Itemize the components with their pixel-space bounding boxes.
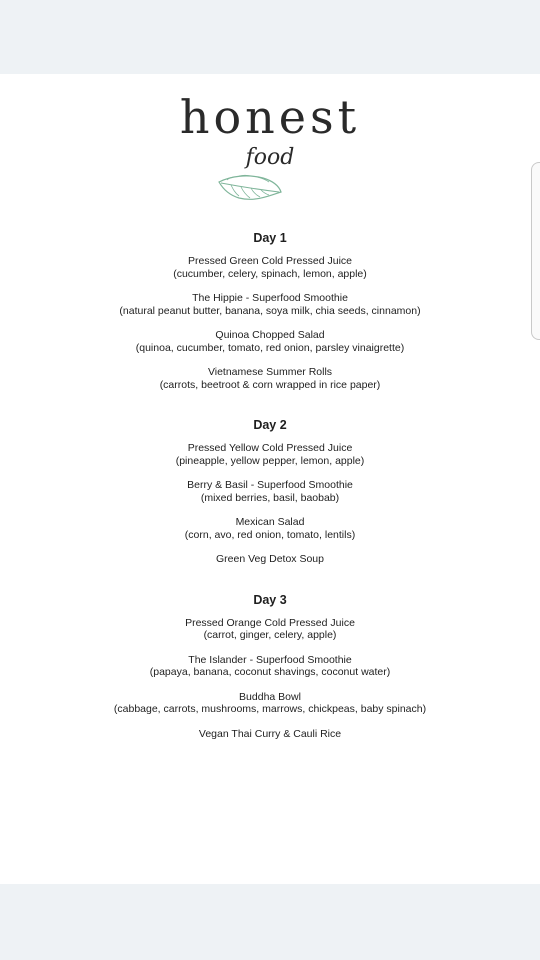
menu-list [0, 230, 540, 766]
day-section [0, 592, 540, 741]
day-section [0, 417, 540, 566]
menu-item [0, 553, 540, 566]
menu-item-description: (carrots, beetroot & corn wrapped in rice paper) [159, 378, 381, 391]
menu-item-description: (cabbage, carrots, mushrooms, marrows, chickpeas, baby spinach) [113, 703, 427, 715]
menu-item [0, 516, 540, 541]
menu-item-name: Green Veg Detox Soup [216, 553, 324, 565]
menu-item-description: (mixed berries, basil, baobab) [200, 491, 340, 504]
menu-item [0, 366, 540, 391]
day-section [0, 230, 540, 391]
menu-item-description: (corn, avo, red onion, tomato, lentils) [184, 528, 356, 541]
menu-item [0, 654, 540, 679]
menu-item [0, 442, 540, 467]
logo-sub-text: food [245, 145, 295, 170]
day-title: Day 3 [253, 592, 287, 607]
menu-item-name: Vegan Thai Curry & Cauli Rice [198, 727, 342, 740]
day-title: Day 1 [253, 231, 287, 245]
menu-item-name: Pressed Orange Cold Pressed Juice [185, 616, 355, 629]
leaf-icon [217, 174, 283, 204]
menu-page [0, 74, 540, 884]
logo [0, 92, 540, 170]
logo-main-text: honest [179, 90, 361, 144]
menu-item [0, 691, 540, 716]
menu-item [0, 479, 540, 504]
menu-item-description: (papaya, banana, coconut shavings, coconut water) [149, 666, 391, 678]
menu-item-name: Buddha Bowl [239, 690, 301, 703]
menu-item-name: The Hippie - Superfood Smoothie [192, 292, 348, 304]
menu-item-name: Quinoa Chopped Salad [215, 329, 325, 341]
menu-item-name: Vietnamese Summer Rolls [207, 366, 333, 378]
side-drawer-handle[interactable] [531, 162, 540, 340]
menu-item-description: (quinoa, cucumber, tomato, red onion, parsley vinaigrette) [135, 341, 405, 354]
menu-item-name: Berry & Basil - Superfood Smoothie [187, 479, 353, 491]
menu-item-description: (pineapple, yellow pepper, lemon, apple) [175, 454, 365, 467]
menu-item [0, 255, 540, 280]
menu-item-name: Pressed Yellow Cold Pressed Juice [187, 442, 353, 454]
menu-item [0, 728, 540, 741]
menu-item [0, 292, 540, 317]
menu-item-description: (natural peanut butter, banana, soya milk, chia seeds, cinnamon) [119, 304, 421, 317]
menu-item-name: Pressed Green Cold Pressed Juice [188, 255, 352, 267]
menu-item-description: (cucumber, celery, spinach, lemon, apple) [173, 267, 367, 280]
menu-item-name: Mexican Salad [235, 516, 305, 528]
menu-item-description: (carrot, ginger, celery, apple) [203, 629, 337, 641]
menu-item-name: The Islander - Superfood Smoothie [188, 653, 352, 666]
day-title: Day 2 [253, 418, 287, 432]
menu-item [0, 617, 540, 642]
menu-item [0, 329, 540, 354]
